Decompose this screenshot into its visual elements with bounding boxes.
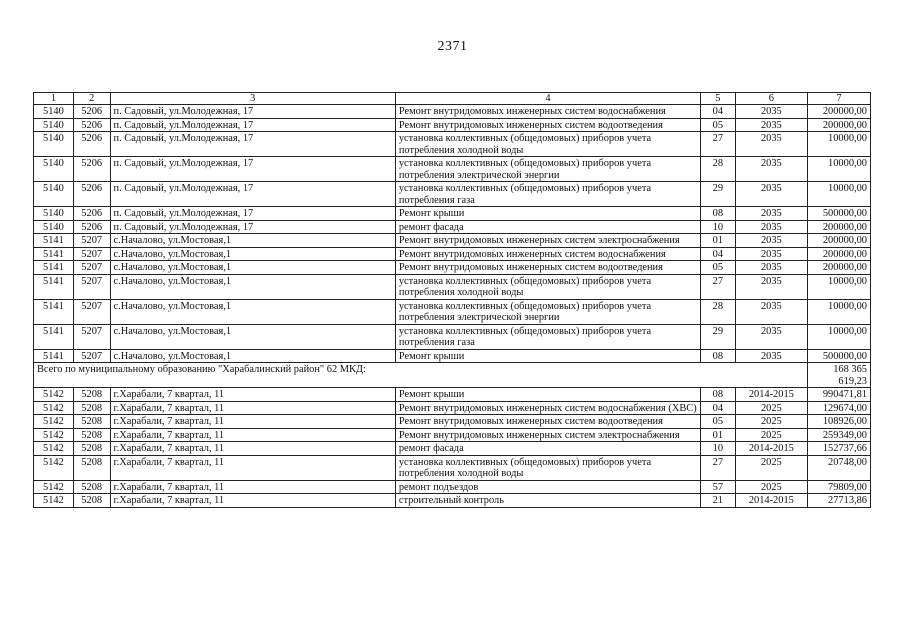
cell-row-number: 5140 bbox=[34, 105, 74, 119]
cell-row-number: 5141 bbox=[34, 274, 74, 299]
cell-address: г.Харабали, 7 квартал, 11 bbox=[110, 480, 395, 494]
cell-row-number: 5142 bbox=[34, 455, 74, 480]
cell-row-number: 5141 bbox=[34, 324, 74, 349]
table-row bbox=[34, 442, 871, 456]
cell-work-code: 10 bbox=[701, 220, 736, 234]
cell-cost: 500000,00 bbox=[808, 349, 871, 363]
cell-work-type: установка коллективных (общедомовых) приборов учета потребления электрической энергии bbox=[395, 299, 700, 324]
cell-row-number: 5142 bbox=[34, 401, 74, 415]
header-col-3: 3 bbox=[110, 93, 395, 105]
cell-work-type: установка коллективных (общедомовых) приборов учета потребления холодной воды bbox=[395, 132, 700, 157]
cell-work-code: 27 bbox=[701, 455, 736, 480]
cell-object-code: 5208 bbox=[73, 480, 110, 494]
cell-period: 2014-2015 bbox=[735, 442, 807, 456]
header-col-7: 7 bbox=[808, 93, 871, 105]
cell-cost: 990471,81 bbox=[808, 388, 871, 402]
cell-period: 2035 bbox=[735, 324, 807, 349]
cell-work-type: установка коллективных (общедомовых) приборов учета потребления холодной воды bbox=[395, 455, 700, 480]
cell-work-type: Ремонт внутридомовых инженерных систем водоснабжения bbox=[395, 105, 700, 119]
cell-cost: 152737,66 bbox=[808, 442, 871, 456]
cell-work-code: 04 bbox=[701, 105, 736, 119]
cell-object-code: 5208 bbox=[73, 428, 110, 442]
cell-period: 2025 bbox=[735, 415, 807, 429]
cell-row-number: 5142 bbox=[34, 480, 74, 494]
cell-address: п. Садовый, ул.Молодежная, 17 bbox=[110, 220, 395, 234]
cell-address: с.Началово, ул.Мостовая,1 bbox=[110, 234, 395, 248]
cell-work-type: Ремонт внутридомовых инженерных систем водоотведения bbox=[395, 118, 700, 132]
cell-cost: 259349,00 bbox=[808, 428, 871, 442]
cell-work-type: Ремонт внутридомовых инженерных систем водоснабжения (ХВС) bbox=[395, 401, 700, 415]
table-row bbox=[34, 480, 871, 494]
cell-work-type: Ремонт крыши bbox=[395, 388, 700, 402]
cell-object-code: 5206 bbox=[73, 207, 110, 221]
cell-work-code: 04 bbox=[701, 401, 736, 415]
cell-work-code: 21 bbox=[701, 494, 736, 508]
header-col-4: 4 bbox=[395, 93, 700, 105]
cell-address: г.Харабали, 7 квартал, 11 bbox=[110, 455, 395, 480]
cell-cost: 200000,00 bbox=[808, 261, 871, 275]
cell-work-code: 29 bbox=[701, 324, 736, 349]
cell-work-code: 05 bbox=[701, 261, 736, 275]
table-row bbox=[34, 274, 871, 299]
cell-address: с.Началово, ул.Мостовая,1 bbox=[110, 299, 395, 324]
cell-work-code: 08 bbox=[701, 349, 736, 363]
cell-work-type: Ремонт внутридомовых инженерных систем водоотведения bbox=[395, 415, 700, 429]
cell-cost: 200000,00 bbox=[808, 118, 871, 132]
cell-work-code: 27 bbox=[701, 274, 736, 299]
cell-cost: 10000,00 bbox=[808, 299, 871, 324]
cell-cost: 10000,00 bbox=[808, 324, 871, 349]
total-row bbox=[34, 363, 871, 388]
cell-object-code: 5208 bbox=[73, 455, 110, 480]
cell-cost: 200000,00 bbox=[808, 220, 871, 234]
cell-period: 2035 bbox=[735, 182, 807, 207]
cell-row-number: 5142 bbox=[34, 388, 74, 402]
cell-work-type: Ремонт крыши bbox=[395, 349, 700, 363]
cell-work-type: установка коллективных (общедомовых) приборов учета потребления газа bbox=[395, 182, 700, 207]
cell-work-type: установка коллективных (общедомовых) приборов учета потребления газа bbox=[395, 324, 700, 349]
cell-work-type: Ремонт внутридомовых инженерных систем водоотведения bbox=[395, 261, 700, 275]
cell-work-code: 05 bbox=[701, 118, 736, 132]
cell-cost: 129674,00 bbox=[808, 401, 871, 415]
cell-object-code: 5208 bbox=[73, 388, 110, 402]
cell-period: 2035 bbox=[735, 247, 807, 261]
cell-period: 2035 bbox=[735, 234, 807, 248]
cell-row-number: 5141 bbox=[34, 247, 74, 261]
cell-period: 2025 bbox=[735, 428, 807, 442]
cell-row-number: 5141 bbox=[34, 299, 74, 324]
cell-cost: 200000,00 bbox=[808, 234, 871, 248]
table-header bbox=[34, 93, 871, 105]
cell-object-code: 5206 bbox=[73, 118, 110, 132]
table-row bbox=[34, 415, 871, 429]
cell-work-type: Ремонт крыши bbox=[395, 207, 700, 221]
total-value: 168 365 619,23 bbox=[808, 363, 871, 388]
cell-row-number: 5140 bbox=[34, 132, 74, 157]
cell-address: г.Харабали, 7 квартал, 11 bbox=[110, 401, 395, 415]
table-row bbox=[34, 182, 871, 207]
cell-cost: 10000,00 bbox=[808, 157, 871, 182]
cell-work-type: установка коллективных (общедомовых) приборов учета потребления электрической энергии bbox=[395, 157, 700, 182]
cell-object-code: 5207 bbox=[73, 247, 110, 261]
table-row bbox=[34, 324, 871, 349]
cell-address: с.Началово, ул.Мостовая,1 bbox=[110, 349, 395, 363]
cell-object-code: 5207 bbox=[73, 234, 110, 248]
cell-period: 2035 bbox=[735, 349, 807, 363]
cell-cost: 200000,00 bbox=[808, 247, 871, 261]
table-row bbox=[34, 299, 871, 324]
cell-period: 2035 bbox=[735, 274, 807, 299]
table-row bbox=[34, 388, 871, 402]
cell-address: п. Садовый, ул.Молодежная, 17 bbox=[110, 118, 395, 132]
cell-cost: 27713,86 bbox=[808, 494, 871, 508]
cell-row-number: 5142 bbox=[34, 494, 74, 508]
cell-object-code: 5207 bbox=[73, 349, 110, 363]
cell-object-code: 5206 bbox=[73, 132, 110, 157]
cell-row-number: 5141 bbox=[34, 234, 74, 248]
header-row bbox=[34, 93, 871, 105]
cell-row-number: 5142 bbox=[34, 442, 74, 456]
cell-period: 2025 bbox=[735, 455, 807, 480]
cell-address: г.Харабали, 7 квартал, 11 bbox=[110, 388, 395, 402]
table-row bbox=[34, 401, 871, 415]
cell-object-code: 5207 bbox=[73, 299, 110, 324]
cell-work-code: 28 bbox=[701, 157, 736, 182]
cell-work-type: Ремонт внутридомовых инженерных систем электроснабжения bbox=[395, 234, 700, 248]
table-row bbox=[34, 349, 871, 363]
table-row bbox=[34, 118, 871, 132]
cell-work-code: 05 bbox=[701, 415, 736, 429]
cell-address: с.Началово, ул.Мостовая,1 bbox=[110, 324, 395, 349]
cell-cost: 10000,00 bbox=[808, 132, 871, 157]
cell-object-code: 5208 bbox=[73, 494, 110, 508]
cell-work-code: 04 bbox=[701, 247, 736, 261]
cell-object-code: 5207 bbox=[73, 261, 110, 275]
cell-address: г.Харабали, 7 квартал, 11 bbox=[110, 494, 395, 508]
table-row bbox=[34, 105, 871, 119]
cell-address: п. Садовый, ул.Молодежная, 17 bbox=[110, 157, 395, 182]
cell-period: 2035 bbox=[735, 261, 807, 275]
cell-period: 2014-2015 bbox=[735, 388, 807, 402]
cell-cost: 20748,00 bbox=[808, 455, 871, 480]
table-row bbox=[34, 220, 871, 234]
cell-cost: 108926,00 bbox=[808, 415, 871, 429]
cell-object-code: 5206 bbox=[73, 105, 110, 119]
cell-cost: 200000,00 bbox=[808, 105, 871, 119]
header-col-5: 5 bbox=[701, 93, 736, 105]
cell-cost: 10000,00 bbox=[808, 182, 871, 207]
cell-work-type: ремонт фасада bbox=[395, 220, 700, 234]
page-number: 2371 bbox=[437, 39, 468, 54]
cell-work-code: 01 bbox=[701, 234, 736, 248]
cell-period: 2035 bbox=[735, 105, 807, 119]
cell-work-type: Ремонт внутридомовых инженерных систем электроснабжения bbox=[395, 428, 700, 442]
cell-row-number: 5140 bbox=[34, 118, 74, 132]
cell-period: 2035 bbox=[735, 157, 807, 182]
table-row bbox=[34, 247, 871, 261]
table-row bbox=[34, 428, 871, 442]
cell-address: г.Харабали, 7 квартал, 11 bbox=[110, 428, 395, 442]
table-row bbox=[34, 207, 871, 221]
cell-address: с.Началово, ул.Мостовая,1 bbox=[110, 247, 395, 261]
cell-work-type: ремонт подъездов bbox=[395, 480, 700, 494]
table-row bbox=[34, 132, 871, 157]
cell-work-code: 27 bbox=[701, 132, 736, 157]
cell-object-code: 5206 bbox=[73, 182, 110, 207]
cell-cost: 10000,00 bbox=[808, 274, 871, 299]
cell-period: 2025 bbox=[735, 480, 807, 494]
cell-object-code: 5206 bbox=[73, 220, 110, 234]
table-row bbox=[34, 494, 871, 508]
header-col-1: 1 bbox=[34, 93, 74, 105]
header-col-6: 6 bbox=[735, 93, 807, 105]
cell-period: 2035 bbox=[735, 132, 807, 157]
cell-address: п. Садовый, ул.Молодежная, 17 bbox=[110, 105, 395, 119]
cell-address: с.Началово, ул.Мостовая,1 bbox=[110, 261, 395, 275]
cell-work-code: 28 bbox=[701, 299, 736, 324]
cell-object-code: 5207 bbox=[73, 274, 110, 299]
cell-work-code: 10 bbox=[701, 442, 736, 456]
cell-period: 2014-2015 bbox=[735, 494, 807, 508]
cell-period: 2025 bbox=[735, 401, 807, 415]
cell-address: г.Харабали, 7 квартал, 11 bbox=[110, 442, 395, 456]
cell-work-type: установка коллективных (общедомовых) приборов учета потребления холодной воды bbox=[395, 274, 700, 299]
cell-row-number: 5140 bbox=[34, 182, 74, 207]
cell-work-code: 01 bbox=[701, 428, 736, 442]
header-col-2: 2 bbox=[73, 93, 110, 105]
table-row bbox=[34, 261, 871, 275]
cell-cost: 79809,00 bbox=[808, 480, 871, 494]
cell-work-code: 08 bbox=[701, 388, 736, 402]
cell-object-code: 5208 bbox=[73, 442, 110, 456]
cell-work-type: ремонт фасада bbox=[395, 442, 700, 456]
cell-period: 2035 bbox=[735, 299, 807, 324]
cell-period: 2035 bbox=[735, 207, 807, 221]
cell-object-code: 5207 bbox=[73, 324, 110, 349]
cell-address: п. Садовый, ул.Молодежная, 17 bbox=[110, 182, 395, 207]
cell-cost: 500000,00 bbox=[808, 207, 871, 221]
cell-row-number: 5140 bbox=[34, 157, 74, 182]
cell-address: п. Садовый, ул.Молодежная, 17 bbox=[110, 207, 395, 221]
cell-work-type: строительный контроль bbox=[395, 494, 700, 508]
repair-schedule-table bbox=[33, 92, 871, 508]
table-row bbox=[34, 455, 871, 480]
cell-row-number: 5141 bbox=[34, 261, 74, 275]
table-body bbox=[34, 105, 871, 508]
cell-row-number: 5142 bbox=[34, 415, 74, 429]
cell-row-number: 5140 bbox=[34, 220, 74, 234]
cell-object-code: 5206 bbox=[73, 157, 110, 182]
table-row bbox=[34, 157, 871, 182]
cell-row-number: 5140 bbox=[34, 207, 74, 221]
cell-work-type: Ремонт внутридомовых инженерных систем водоснабжения bbox=[395, 247, 700, 261]
cell-row-number: 5141 bbox=[34, 349, 74, 363]
cell-address: г.Харабали, 7 квартал, 11 bbox=[110, 415, 395, 429]
cell-row-number: 5142 bbox=[34, 428, 74, 442]
cell-object-code: 5208 bbox=[73, 415, 110, 429]
table-row bbox=[34, 234, 871, 248]
cell-period: 2035 bbox=[735, 220, 807, 234]
total-label: Всего по муниципальному образованию "Харабалинский район" 62 МКД: bbox=[34, 363, 808, 388]
cell-address: с.Началово, ул.Мостовая,1 bbox=[110, 274, 395, 299]
cell-work-code: 29 bbox=[701, 182, 736, 207]
cell-address: п. Садовый, ул.Молодежная, 17 bbox=[110, 132, 395, 157]
cell-work-code: 08 bbox=[701, 207, 736, 221]
cell-object-code: 5208 bbox=[73, 401, 110, 415]
cell-work-code: 57 bbox=[701, 480, 736, 494]
cell-period: 2035 bbox=[735, 118, 807, 132]
